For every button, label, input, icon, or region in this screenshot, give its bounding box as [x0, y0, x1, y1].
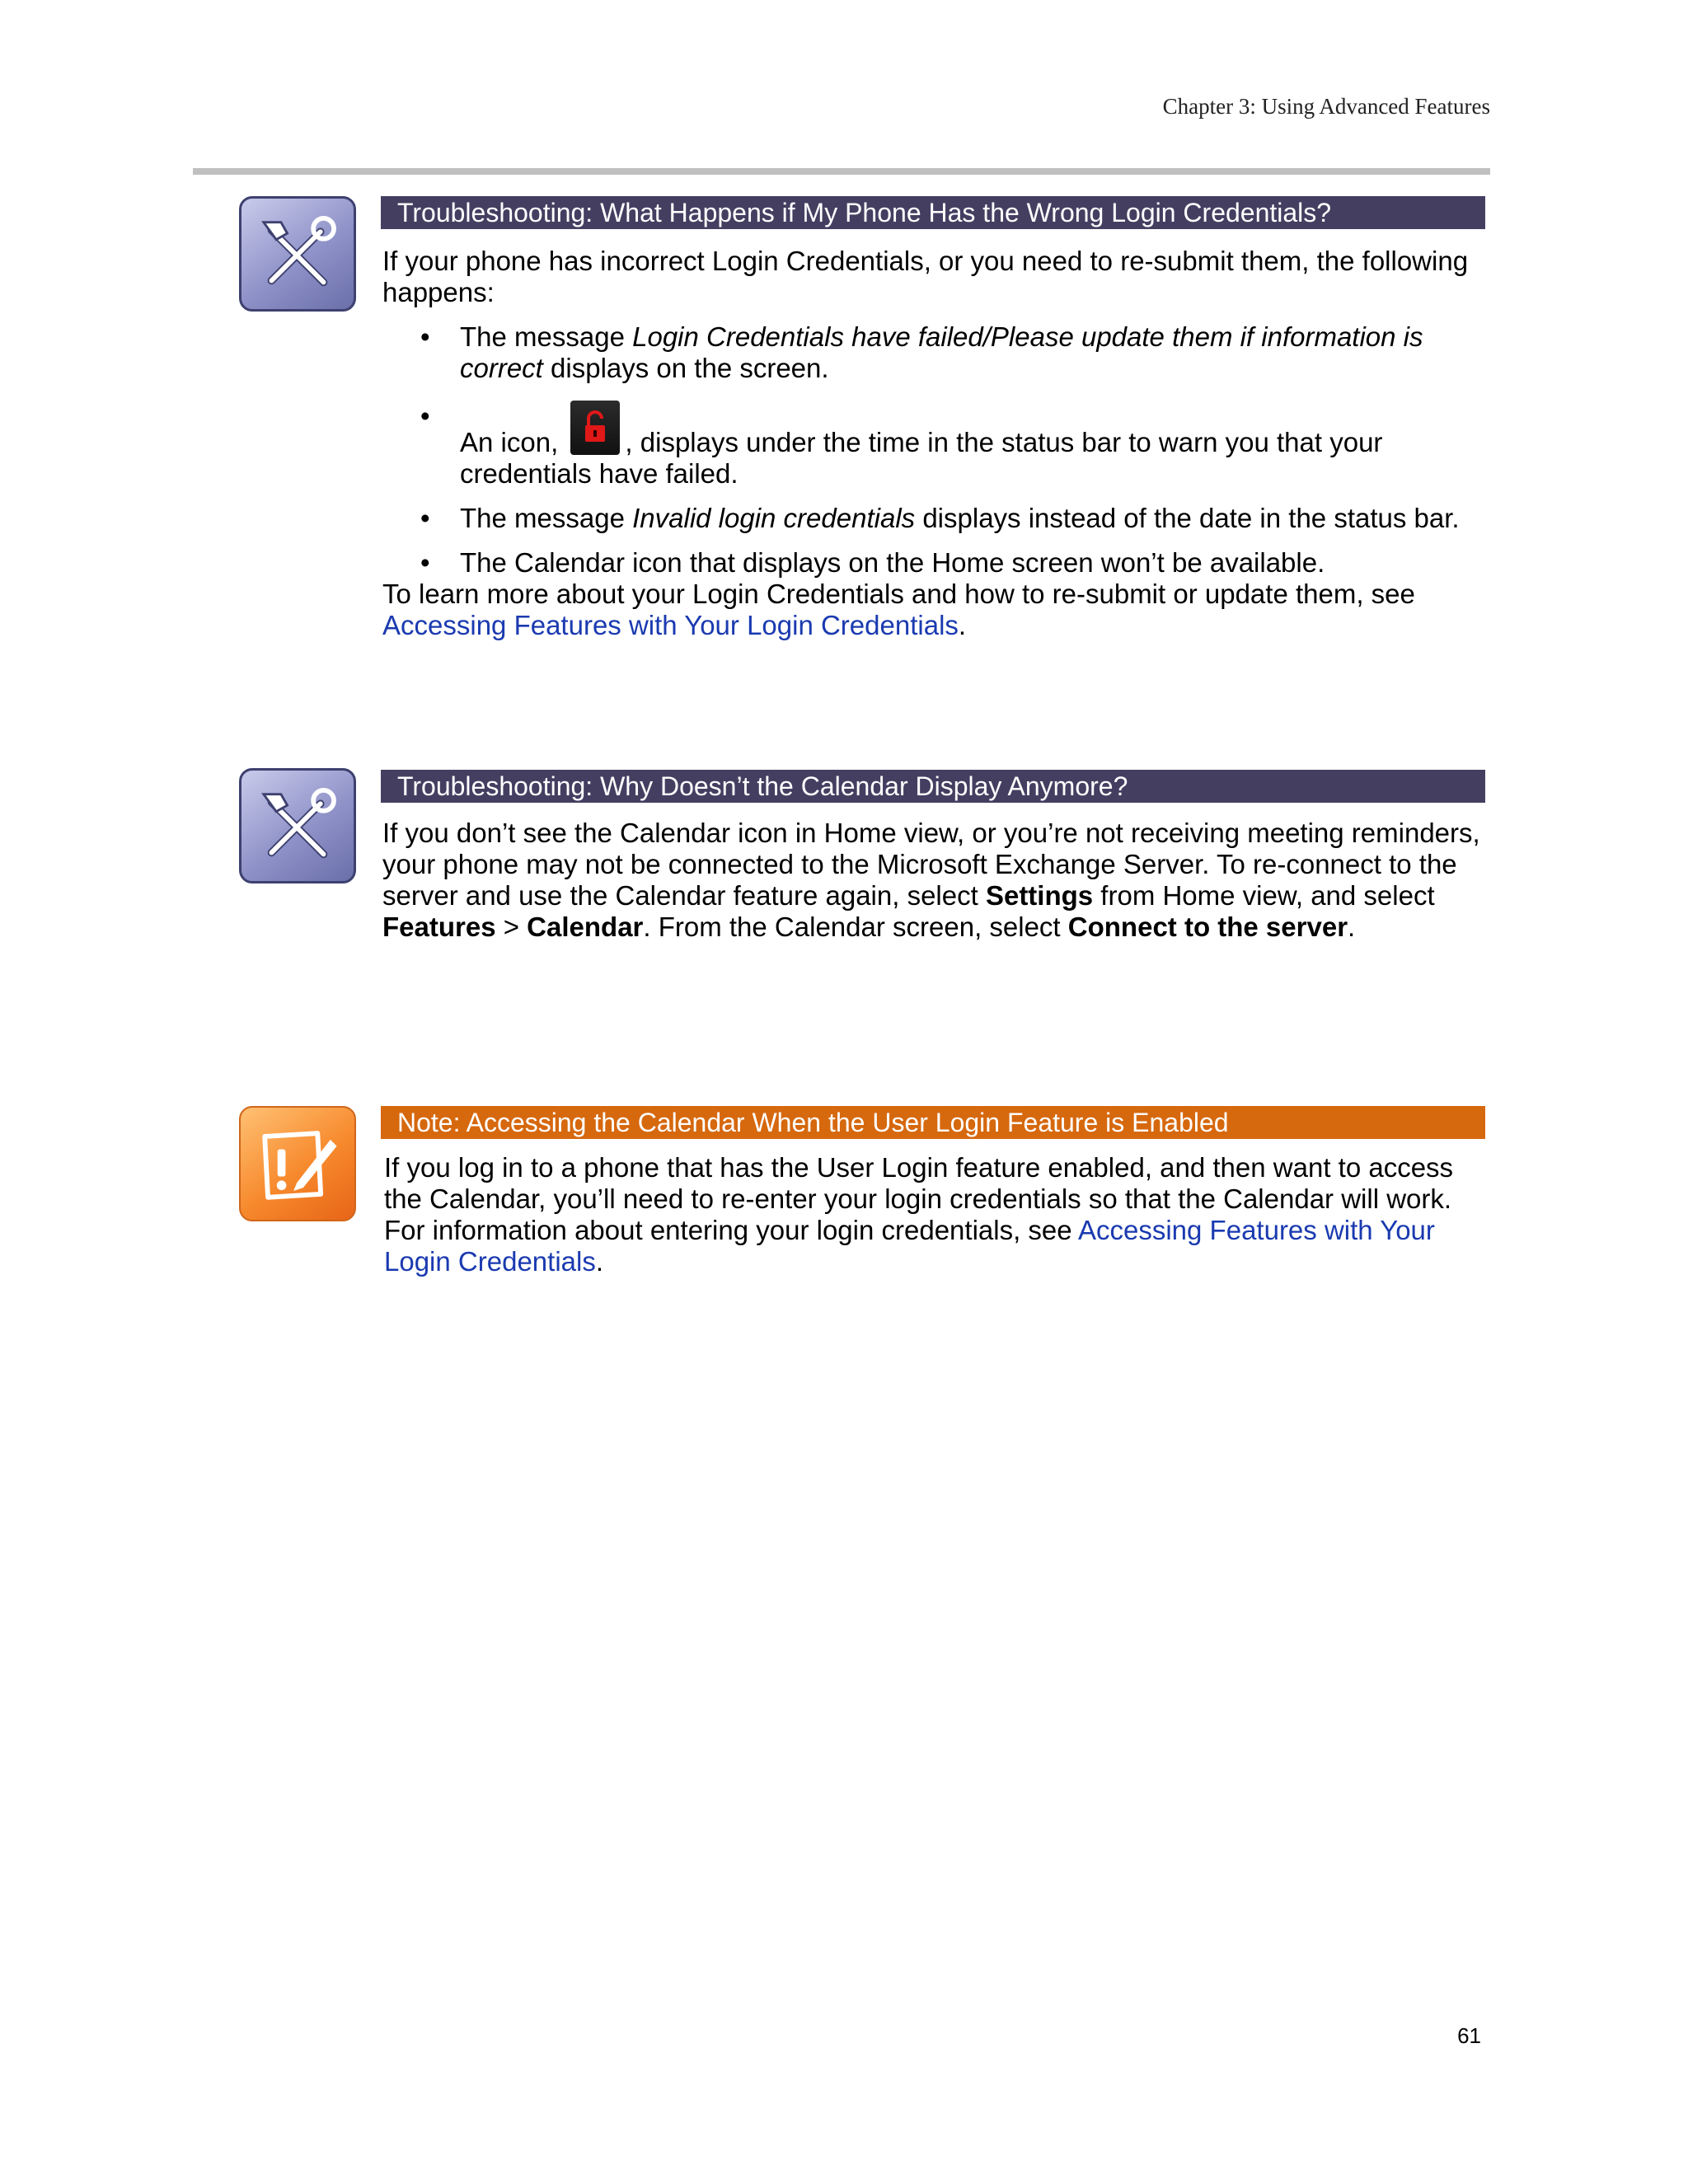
list-item: • An icon, , displays under the time in the status bar to warn you that your credentials have failed. — [382, 401, 1491, 490]
credentials-link[interactable]: Accessing Features with Your Login Credentials — [382, 610, 959, 640]
bullet-list — [382, 321, 1491, 579]
tools-icon — [239, 768, 356, 883]
callout-body: If you don’t see the Calendar icon in Home view, or you’re not receiving meeting reminders, your phone may not be connected to the Microsoft Exchange Server. To re-connect to the server and use the Calendar feature again, select Settings from Home view, and select Features > Calendar. From the Calendar screen, select Connect to the server. — [382, 818, 1480, 942]
chapter-header: Chapter 3: Using Advanced Features — [1162, 94, 1490, 119]
callout-body — [382, 246, 1491, 641]
list-item: • The message Invalid login credentials displays instead of the date in the status bar. — [382, 503, 1491, 534]
list-item: • The Calendar icon that displays on the Home screen won’t be available. — [382, 547, 1491, 579]
callout-outro: To learn more about your Login Credentials and how to re-submit or update them, see Accessing Features with Your Login Credentials. — [382, 579, 1415, 640]
credentials-link[interactable]: Accessing Features with Your Login Credentials — [384, 1215, 1435, 1277]
callout-title: Troubleshooting: Why Doesn’t the Calendar Display Anymore? — [381, 770, 1485, 803]
page-number: 61 — [1457, 2023, 1481, 2048]
callout-title: Note: Accessing the Calendar When the User Login Feature is Enabled — [381, 1106, 1485, 1139]
callout-title: Troubleshooting: What Happens if My Phone Has the Wrong Login Credentials? — [381, 196, 1485, 229]
callout-intro: If your phone has incorrect Login Credentials, or you need to re-submit them, the following happens: — [382, 246, 1469, 307]
unlocked-padlock-icon — [570, 401, 620, 455]
tools-icon — [239, 196, 356, 312]
note-icon — [239, 1106, 356, 1221]
callout-body: If you log in to a phone that has the User Login feature enabled, and then want to access the Calendar, you’ll need to re-enter your login credentials so that the Calendar will work. For information about entering your login credentials, see Accessing Features with Your Login Credentials. — [384, 1152, 1454, 1277]
header-rule — [193, 168, 1490, 175]
list-item: • The message Login Credentials have failed/Please update them if information is correct displays on the screen. — [382, 321, 1491, 384]
